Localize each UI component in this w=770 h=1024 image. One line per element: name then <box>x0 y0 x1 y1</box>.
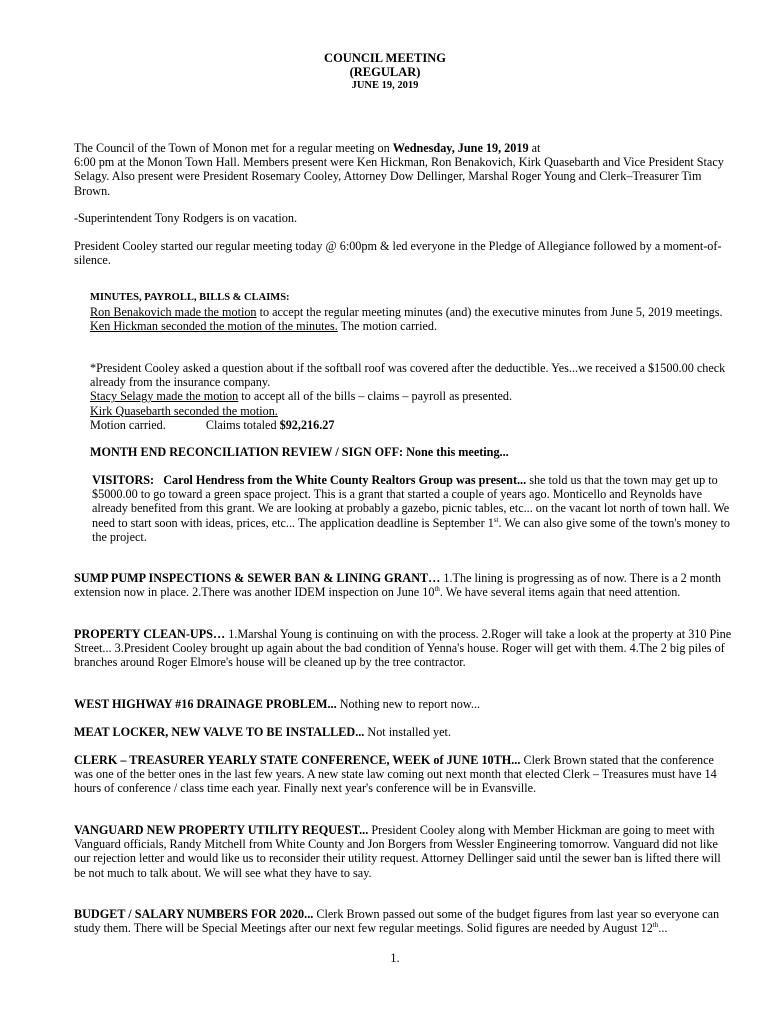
bills-section <box>90 361 730 432</box>
minutes-motion: Ron Benakovich made the motion to accept the regular meeting minutes (and) the executive minutes from June 5, 2019 meetings. <box>90 305 723 320</box>
softball-question: *President Cooley asked a question about if the softball roof was covered after the deductible. Yes...we received a $1500.00 check already from the insurance company. <box>90 361 726 390</box>
minutes-second: Ken Hickman seconded the motion of the minutes. The motion carried. <box>90 319 438 334</box>
minutes-section <box>90 291 730 334</box>
intro-paragraph: The Council of the Town of Monon met for a regular meeting on Wednesday, June 19, 2019 at 6:00 pm at the Monon Town Hall. Members present were Ken Hickman, Ron Benakovich, Kirk Quasebarth and Vice President Stacy Selagy. Also present were President Rosemary Cooley, Attorney Dow Dellinger, Marshal Roger Young and Clerk–Treasurer Tim Brown. <box>74 141 724 198</box>
opening-paragraph: President Cooley started our regular meeting today @ 6:00pm & led everyone in the Pledge of Allegiance followed by a moment-of-silence. <box>74 239 722 268</box>
budget-paragraph: BUDGET / SALARY NUMBERS FOR 2020... Clerk Brown passed out some of the budget figures from last year so everyone can study them. There will be Special Meetings after our next few regular meetings. Solid figures are needed by August 12th... <box>74 907 720 936</box>
bills-motion: Stacy Selagy made the motion to accept all of the bills – claims – payroll as presented. <box>90 389 513 404</box>
document-subtitle: (REGULAR) <box>349 65 421 79</box>
motion-result: Motion carried. Claims totaled $92,216.27 <box>90 417 335 432</box>
property-cleanups-paragraph: PROPERTY CLEAN-UPS… 1.Marshal Young is continuing on with the process. 2.Roger will take a look at the property at 310 Pine Street... 3.President Cooley brought up again about the bad condition of Yenna's house. Roger will get with them. 4.The 2 big piles of branches around Roger Elmore's house will be cleaned up by the tree contractor. <box>74 627 732 670</box>
page-number: 1. <box>390 951 400 965</box>
vanguard-paragraph: VANGUARD NEW PROPERTY UTILITY REQUEST... President Cooley along with Member Hickman are going to meet with Vanguard officials, Randy Mitchell from White County and Jon Borgers from Wessler Engineering tomorrow. Vanguard did not like our rejection letter and would like us to reconsider their utility request. Attorney Dellinger said until the sewer ban is lifted there will be not much to talk about. We will see what they have to say. <box>74 823 721 880</box>
visitors-paragraph: VISITORS: Carol Hendress from the White County Realtors Group was present... she told us that the town may get up to $5000.00 to go toward a green space project. This is a grant that started a couple of years ago. Monticello and Reynolds have already benefited from this grant. We are looking at probably a gazebo, picnic tables, etc... on the vacant lot north of town hall. We need to start soon with ideas, prices, etc... The application deadline is September 1st. We can also give some of the town's money to the project. <box>92 473 731 544</box>
superintendent-note: -Superintendent Tony Rodgers is on vacation. <box>74 211 297 225</box>
bills-second: Kirk Quasebarth seconded the motion. <box>90 403 278 418</box>
meeting-date: JUNE 19, 2019 <box>351 80 419 91</box>
reconciliation-heading: MONTH END RECONCILIATION REVIEW / SIGN OFF: None this meeting... <box>90 445 509 459</box>
drainage-paragraph: WEST HIGHWAY #16 DRAINAGE PROBLEM... Nothing new to report now... <box>74 697 481 711</box>
meat-locker-paragraph: MEAT LOCKER, NEW VALVE TO BE INSTALLED... Not installed yet. <box>74 725 451 739</box>
document-title: COUNCIL MEETING <box>324 51 446 65</box>
claims-total: $92,216.27 <box>279 417 335 432</box>
sump-pump-paragraph: SUMP PUMP INSPECTIONS & SEWER BAN & LINING GRANT… 1.The lining is progressing as of now. There is a 2 month extension now in place. 2.There was another IDEM inspection on June 10th. We have several items again that need attention. <box>74 571 721 600</box>
minutes-heading: MINUTES, PAYROLL, BILLS & CLAIMS: <box>90 292 290 303</box>
conference-paragraph: CLERK – TREASURER YEARLY STATE CONFERENCE, WEEK of JUNE 10TH... Clerk Brown stated that the conference was one of the better ones in the last few years. A new state law coming out next month that elected Clerk – Treasures must have 14 hours of conference / class time each year. Finally next year's conference will be in Evansville. <box>74 753 717 796</box>
